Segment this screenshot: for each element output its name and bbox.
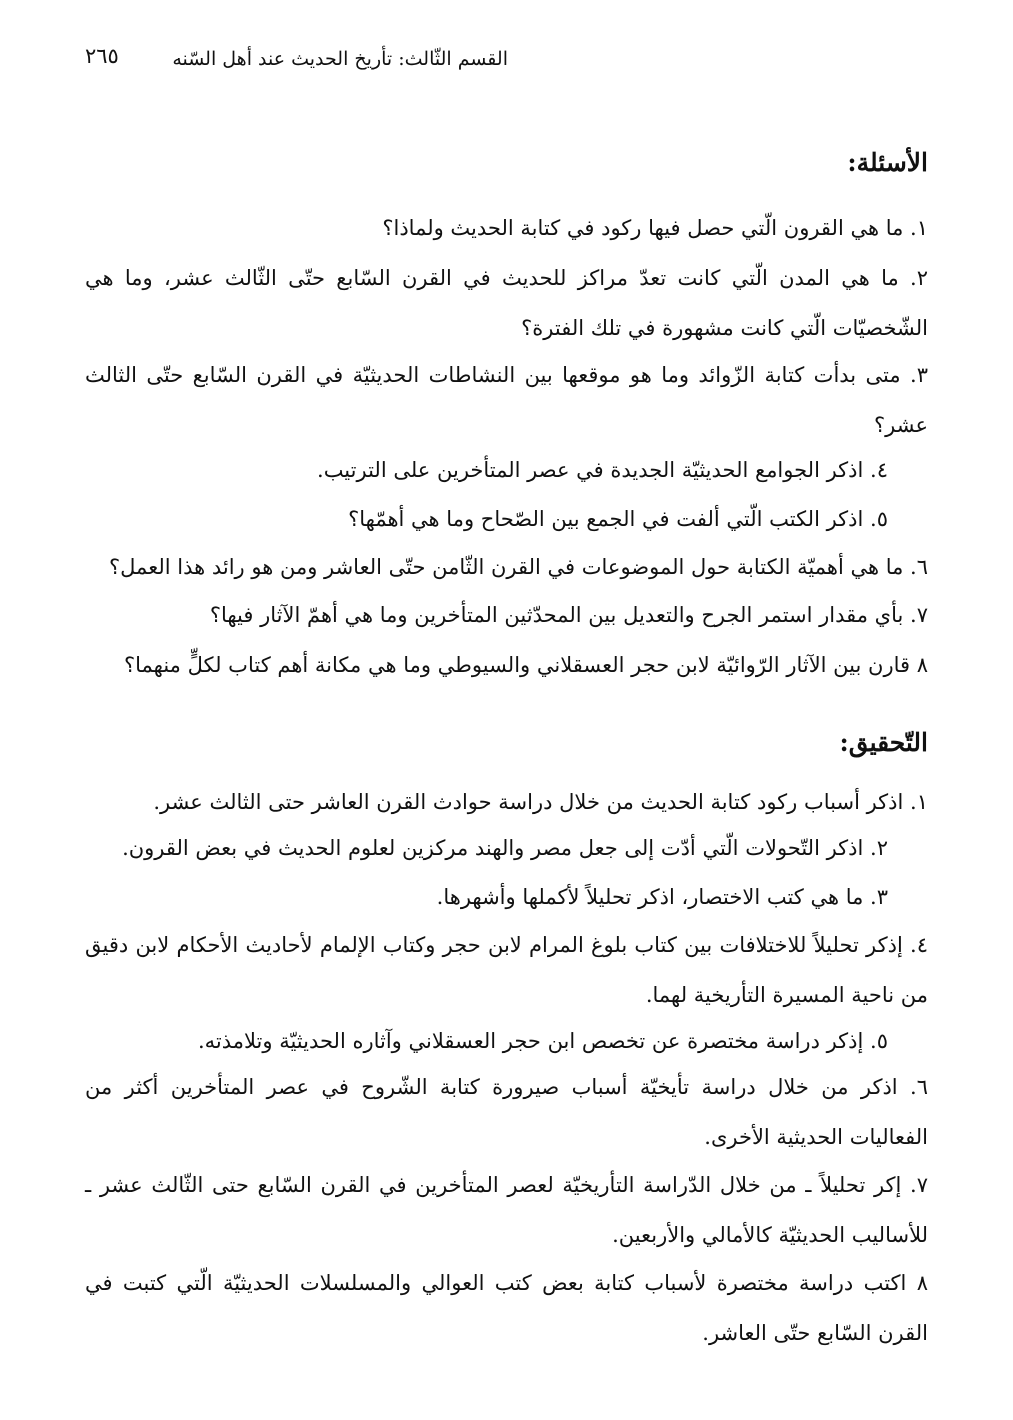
research-1: ١. اذكر أسباب ركود كتابة الحديث من خلال دراسة حوادث القرن العاشر حتى الثالث عشر. [153,790,928,814]
research-5: ٥. إذكر دراسة مختصرة عن تخصص ابن حجر العسقلاني وآثاره الحديثيّة وتلامذته. [197,1029,888,1053]
research-7: ٧. إكر تحليلاً ـ من خلال الدّراسة التأريخيّة لعصر المتأخرين في القرن السّابع حتى الثّالث عشر ـ للأساليب الحديثيّة كالأمالي والأربعين. [85,1173,928,1247]
question-3: ٣. متى بدأت كتابة الزّوائد وما هو موقعها بين النشاطات الحديثيّة في القرن السّابع حتّى الثالث عشر؟ [85,363,928,437]
research-4: ٤. إذكر تحليلاً للاختلافات بين كتاب بلوغ المرام لابن حجر وكتاب الإلمام لأحاديث الأحكام لابن دقيق من ناحية المسيرة التأريخية لهما. [85,933,928,1007]
question-8: ٨ قارن بين الآثار الرّوائيّة لابن حجر العسقلاني والسيوطي وما هي مكانة أهم كتاب لكلٍّ منهما؟ [123,653,928,677]
question-1: ١. ما هي القرون الّتي حصل فيها ركود في كتابة الحديث ولماذا؟ [382,216,928,240]
research-3: ٣. ما هي كتب الاختصار، اذكر تحليلاً لأكملها وأشهرها. [436,885,888,909]
question-4: ٤. اذكر الجوامع الحديثيّة الجديدة في عصر المتأخرين على الترتيب. [317,458,888,482]
question-2: ٢. ما هي المدن الّتي كانت تعدّ مراكز للحديث في القرن السّابع حتّى الثّالث عشر، وما هي الشّخصيّات الّتي كانت مشهورة في تلك الفترة؟ [85,266,928,340]
question-6: ٦. ما هي أهميّة الكتابة حول الموضوعات في القرن الثّامن حتّى العاشر ومن هو رائد هذا العمل؟ [109,555,928,579]
page-number: ٢٦٥ [85,44,119,68]
question-7: ٧. بأي مقدار استمر الجرح والتعديل بين المحدّثين المتأخرين وما هي أهمّ الآثار فيها؟ [209,603,928,627]
research-heading: التّحقيق: [839,728,928,757]
research-2: ٢. اذكر التّحولات الّتي أدّت إلى جعل مصر والهند مركزين لعلوم الحديث في بعض القرون. [122,836,888,860]
running-header: القسم الثّالث: تأريخ الحديث عند أهل السّنه [172,48,508,70]
research-8: ٨ اكتب دراسة مختصرة لأسباب كتابة بعض كتب العوالي والمسلسلات الحديثيّة الّتي كتبت في القرن السّابع حتّى العاشر. [85,1271,928,1345]
questions-heading: الأسئلة: [847,148,928,177]
research-6: ٦. اذكر من خلال دراسة تأيخيّة أسباب صيرورة كتابة الشّروح في عصر المتأخرين أكثر من الفعاليات الحديثية الأخرى. [85,1075,928,1149]
question-5: ٥. اذكر الكتب الّتي ألفت في الجمع بين الصّحاح وما هي أهمّها؟ [348,507,888,531]
